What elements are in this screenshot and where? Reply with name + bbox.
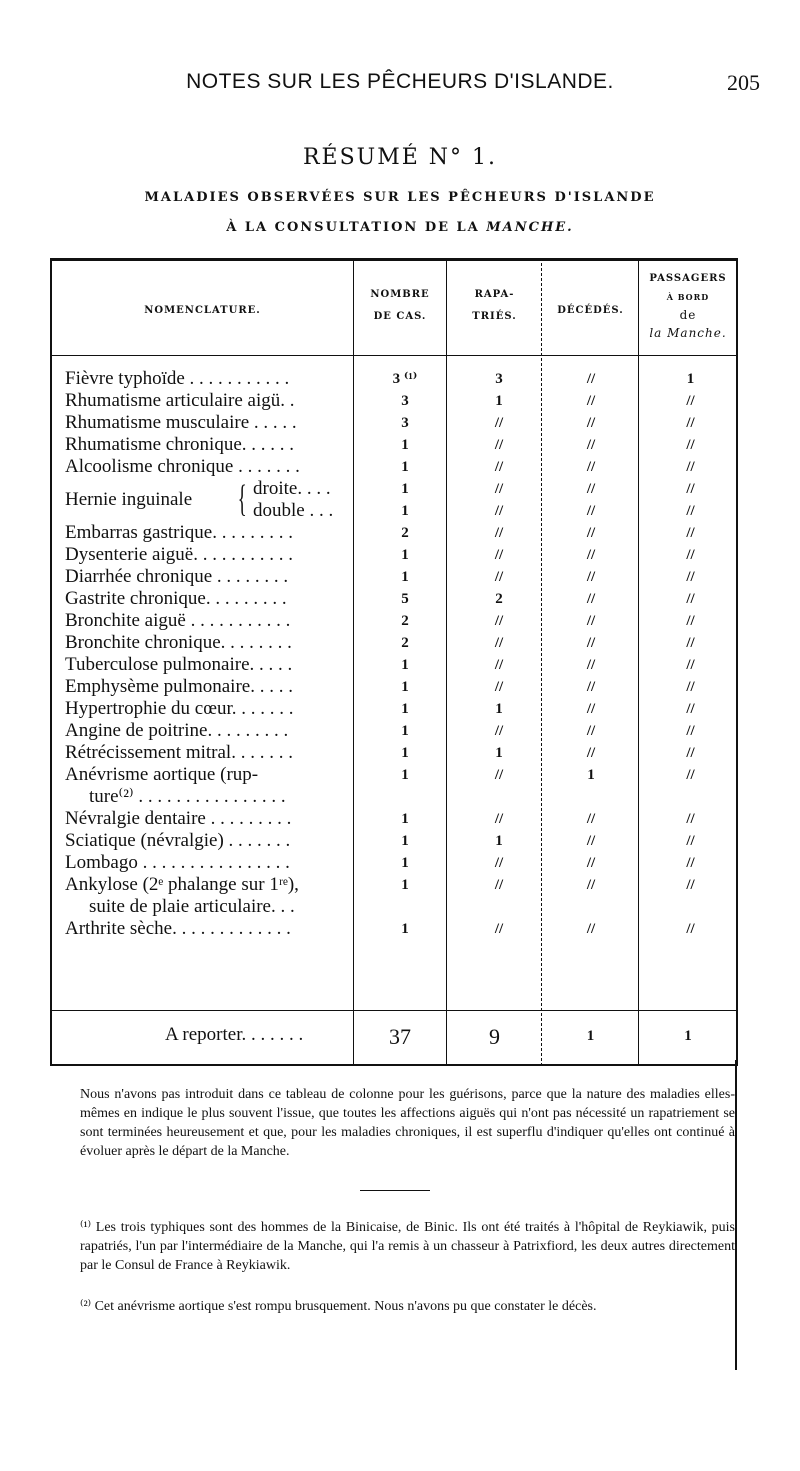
footnote-1: ⁽¹⁾ Les trois typhiques sont des hommes de la Binicaise, de Binic. Ils ont été traités à l'hôpital de Reykiawik, puis rapatriés, l'un par l'intermédiaire de la Manche, qui l'a remis à un chasseur à Patrixfiord, les deux autres directement par le Consul de France à Reykiawik. — [80, 1220, 735, 1273]
table-row — [65, 742, 738, 764]
table-row — [65, 874, 738, 896]
cell-passengers: // — [686, 701, 695, 717]
total-cases: 37 — [389, 1024, 411, 1049]
cell-repatriated: // — [494, 921, 504, 937]
table-row — [65, 500, 738, 522]
note-separator — [360, 1190, 430, 1191]
cell-cases: 2 — [401, 635, 409, 651]
row-label: Bronchite chronique. . . . . . . . — [65, 632, 292, 653]
cell-passengers: // — [686, 569, 695, 585]
row-label: Arthrite sèche. . . . . . . . . . . . . — [65, 918, 291, 939]
total-passengers: 1 — [684, 1028, 692, 1044]
cell-repatriated: // — [494, 855, 504, 871]
cell-repatriated: 1 — [495, 393, 503, 409]
cell-repatriated: // — [494, 877, 504, 893]
cell-repatriated: // — [494, 437, 504, 453]
header-nomenclature: NOMENCLATURE. — [144, 305, 261, 316]
cell-repatriated: 1 — [495, 701, 503, 717]
header-passagers-line1: PASSAGERS — [649, 273, 727, 284]
cell-cases: 1 — [401, 877, 409, 893]
row-label: Tuberculose pulmonaire. . . . . — [65, 654, 293, 675]
header-passagers-line4: la Manche. — [649, 326, 727, 340]
cell-passengers: // — [686, 833, 695, 849]
header-rapatries — [448, 284, 541, 328]
cell-passengers: // — [686, 921, 695, 937]
cell-cases: 1 — [401, 437, 409, 453]
cell-cases: 2 — [401, 525, 409, 541]
cell-deceased: // — [586, 525, 596, 541]
cell-repatriated: // — [494, 767, 504, 783]
table-row — [65, 588, 738, 610]
page-number: 205 — [727, 70, 760, 95]
total-label: A reporter. . . . . . . — [165, 1024, 304, 1045]
cell-cases: 1 — [401, 679, 409, 695]
table-body — [65, 368, 738, 940]
cell-cases: 1 — [401, 569, 409, 585]
cell-passengers: // — [686, 877, 695, 893]
footnote-2: ⁽²⁾ Cet anévrisme aortique s'est rompu brusquement. Nous n'avons pu que constater le décès. — [80, 1299, 597, 1314]
row-label: Embarras gastrique. . . . . . . . . — [65, 522, 293, 543]
cell-deceased: // — [586, 921, 596, 937]
cell-repatriated: // — [494, 503, 504, 519]
row-label: Hypertrophie du cœur. . . . . . . — [65, 698, 294, 719]
table-row — [65, 852, 738, 874]
row-label: Rhumatisme chronique. . . . . . — [65, 434, 295, 455]
subtitle-line-2 — [0, 220, 800, 235]
row-label: Rhumatisme articulaire aigü. . — [65, 390, 295, 411]
total-row — [50, 1024, 738, 1052]
header-rule — [50, 355, 738, 356]
table-row — [65, 720, 738, 742]
cell-cases: 3 ⁽¹⁾ — [392, 371, 418, 387]
cell-deceased: // — [586, 833, 596, 849]
cell-passengers: // — [686, 525, 695, 541]
row-label: Alcoolisme chronique . . . . . . . — [65, 456, 300, 477]
cell-deceased: // — [586, 459, 596, 475]
cell-cases: 1 — [401, 547, 409, 563]
cell-passengers: // — [686, 613, 695, 629]
table-row — [65, 566, 738, 588]
cell-repatriated: // — [494, 811, 504, 827]
cell-repatriated: 1 — [495, 745, 503, 761]
cell-cases: 2 — [401, 613, 409, 629]
cell-cases: 1 — [401, 657, 409, 673]
header-rapatries-line1: RAPA- — [474, 289, 515, 300]
cell-deceased: // — [586, 745, 596, 761]
table-row — [65, 456, 738, 478]
row-label: Angine de poitrine. . . . . . . . . — [65, 720, 289, 741]
cell-repatriated: 2 — [495, 591, 503, 607]
cell-repatriated: // — [494, 635, 504, 651]
cell-passengers: // — [686, 635, 695, 651]
cell-passengers: // — [686, 855, 695, 871]
table-row — [65, 610, 738, 632]
cell-passengers: // — [686, 745, 695, 761]
cell-deceased: // — [586, 393, 596, 409]
table-row — [65, 698, 738, 720]
table-row — [65, 522, 738, 544]
table-row — [65, 764, 738, 786]
table-row — [65, 808, 738, 830]
cell-cases: 3 — [401, 393, 409, 409]
cell-cases: 5 — [401, 591, 409, 607]
cell-cases: 1 — [401, 811, 409, 827]
row-label: Rhumatisme musculaire . . . . . — [65, 412, 297, 433]
row-label: Diarrhée chronique . . . . . . . . — [65, 566, 289, 587]
header-nombre-line2: DE CAS. — [373, 311, 427, 322]
row-label: Emphysème pulmonaire. . . . . — [65, 676, 293, 697]
total-deceased: 1 — [586, 1028, 595, 1044]
header-nombre — [355, 284, 445, 328]
row-label: Lombago . . . . . . . . . . . . . . . . — [65, 852, 290, 873]
subtitle-ship-name: MANCHE. — [486, 220, 574, 235]
total-rule — [50, 1010, 738, 1011]
cell-deceased: // — [586, 613, 596, 629]
cell-deceased: // — [586, 503, 596, 519]
cell-passengers: // — [686, 437, 695, 453]
cell-repatriated: // — [494, 657, 504, 673]
cell-deceased: // — [586, 701, 596, 717]
cell-repatriated: // — [494, 679, 504, 695]
row-label: ture⁽²⁾ . . . . . . . . . . . . . . . . — [89, 786, 286, 807]
cell-passengers: // — [686, 591, 695, 607]
running-title: NOTES SUR LES PÊCHEURS D'ISLANDE. — [186, 70, 614, 93]
table-row — [65, 896, 738, 918]
row-label: Gastrite chronique. . . . . . . . . — [65, 588, 287, 609]
cell-cases: 1 — [401, 855, 409, 871]
cell-repatriated: 1 — [495, 833, 503, 849]
cell-deceased: // — [586, 877, 596, 893]
header-nombre-line1: NOMBRE — [370, 289, 430, 300]
cell-deceased: // — [586, 657, 596, 673]
cell-repatriated: // — [494, 547, 504, 563]
cell-cases: 3 — [401, 415, 409, 431]
cell-passengers: // — [686, 679, 695, 695]
cell-deceased: // — [586, 723, 596, 739]
table-row — [65, 390, 738, 412]
header-passagers — [640, 270, 736, 342]
cell-cases: 1 — [401, 481, 409, 497]
margin-rule — [735, 1060, 737, 1370]
cell-deceased: // — [586, 679, 596, 695]
brace-icon: { — [237, 478, 247, 520]
explanatory-note: Nous n'avons pas introduit dans ce tableau de colonne pour les guérisons, parce que la nature des maladies elles-mêmes en indique le plus souvent l'issue, que toutes les affections aiguës qui n'ont pas nécessité un rapatriement se sont terminées heureusement et que, pour les maladies chroniques, il est superflu d'indiquer qu'elles ont continué à évoluer après le départ de la Manche. — [80, 1087, 735, 1159]
row-label: Ankylose (2ᵉ phalange sur 1ʳᵉ), — [65, 874, 299, 895]
cell-passengers: // — [686, 393, 695, 409]
total-repatriated: 9 — [489, 1024, 500, 1049]
cell-deceased: 1 — [587, 767, 595, 783]
cell-deceased: // — [586, 371, 596, 387]
header-rapatries-line2: TRIÉS. — [472, 311, 517, 322]
cell-cases: 1 — [401, 701, 409, 717]
subtitle-line-1: MALADIES OBSERVÉES SUR LES PÊCHEURS D'ISLANDE — [144, 190, 656, 205]
cell-passengers: // — [686, 811, 695, 827]
header-passagers-line2: À BORD — [666, 292, 710, 302]
cell-deceased: // — [586, 635, 596, 651]
cell-deceased: // — [586, 547, 596, 563]
subtitle-prefix: À LA CONSULTATION DE LA — [226, 220, 487, 235]
row-label: Rétrécissement mitral. . . . . . . — [65, 742, 293, 763]
table-row — [65, 412, 738, 434]
cell-repatriated: // — [494, 723, 504, 739]
cell-repatriated: // — [494, 415, 504, 431]
cell-repatriated: // — [494, 613, 504, 629]
row-label: double . . . — [253, 500, 334, 521]
cell-repatriated: // — [494, 481, 504, 497]
cell-repatriated: // — [494, 569, 504, 585]
cell-deceased: // — [586, 569, 596, 585]
cell-deceased: // — [586, 415, 596, 431]
cell-cases: 1 — [401, 767, 409, 783]
row-label: Fièvre typhoïde . . . . . . . . . . . — [65, 368, 290, 389]
row-label: Anévrisme aortique (rup- — [65, 764, 259, 785]
row-label: Sciatique (névralgie) . . . . . . . — [65, 830, 291, 851]
cell-deceased: // — [586, 437, 596, 453]
table-row — [65, 632, 738, 654]
cell-deceased: // — [586, 855, 596, 871]
cell-cases: 1 — [401, 745, 409, 761]
cell-passengers: // — [686, 415, 695, 431]
cell-deceased: // — [586, 591, 596, 607]
row-label: Dysenterie aiguë. . . . . . . . . . . — [65, 544, 293, 565]
cell-passengers: // — [686, 723, 695, 739]
row-label: droite. . . . — [253, 478, 331, 499]
cell-passengers: // — [686, 481, 695, 497]
table-row — [65, 368, 738, 390]
cell-passengers: // — [686, 503, 695, 519]
cell-passengers: // — [686, 547, 695, 563]
cell-repatriated: // — [494, 525, 504, 541]
header-decedes: DÉCÉDÉS. — [557, 305, 624, 316]
cell-passengers: // — [686, 657, 695, 673]
row-label: Bronchite aiguë . . . . . . . . . . . — [65, 610, 291, 631]
cell-cases: 1 — [401, 833, 409, 849]
row-label: Névralgie dentaire . . . . . . . . . — [65, 808, 292, 829]
table-row — [65, 918, 738, 940]
row-label: suite de plaie articulaire. . . — [89, 896, 295, 917]
table-row — [65, 786, 738, 808]
table-row — [65, 654, 738, 676]
header-passagers-line3: de — [679, 308, 697, 322]
cell-repatriated: 3 — [495, 371, 503, 387]
page-title: RÉSUMÉ N° 1. — [302, 145, 498, 170]
table-row — [65, 676, 738, 698]
table-row — [65, 830, 738, 852]
hernia-label: Hernie inguinale — [65, 489, 193, 510]
cell-passengers: // — [686, 459, 695, 475]
cell-passengers: // — [686, 767, 695, 783]
cell-deceased: // — [586, 811, 596, 827]
cell-passengers: 1 — [686, 371, 695, 387]
table-row — [65, 544, 738, 566]
cell-deceased: // — [586, 481, 596, 497]
cell-repatriated: // — [494, 459, 504, 475]
cell-cases: 1 — [401, 459, 409, 475]
cell-cases: 1 — [401, 921, 409, 937]
cell-cases: 1 — [401, 723, 409, 739]
cell-cases: 1 — [401, 503, 409, 519]
table-row — [65, 434, 738, 456]
